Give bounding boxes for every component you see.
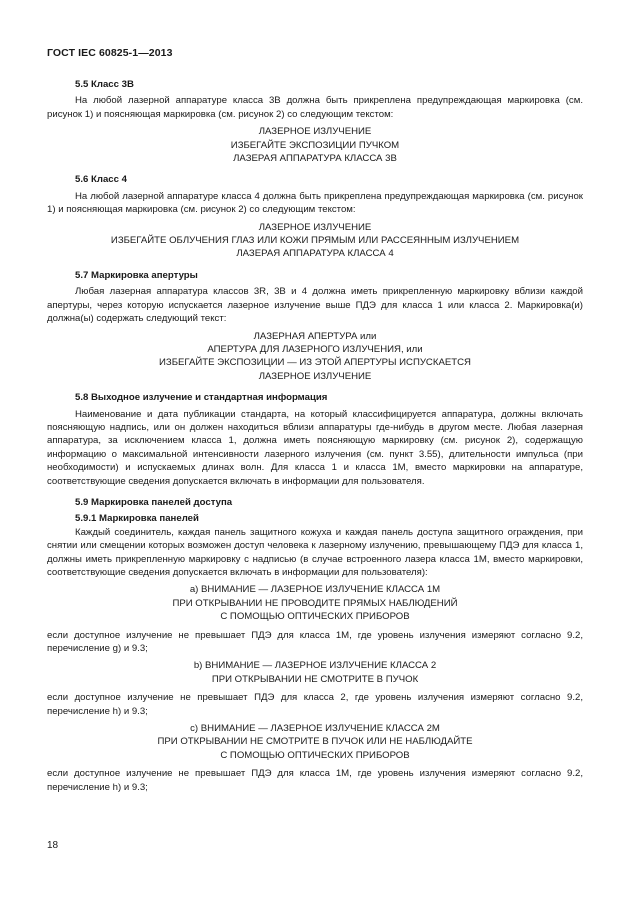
section-5-9-1-heading: 5.9.1 Маркировка панелей <box>75 513 199 525</box>
section-5-7-heading: 5.7 Маркировка апертуры <box>75 269 198 281</box>
section-5-5-heading: 5.5 Класс 3В <box>75 79 134 90</box>
document-code-header: ГОСТ IEC 60825-1—2013 <box>47 47 173 59</box>
label-line: ЛАЗЕРНАЯ АПЕРТУРА или <box>253 330 377 342</box>
document-body <box>47 78 583 794</box>
label-line: а) ВНИМАНИЕ — ЛАЗЕРНОЕ ИЗЛУЧЕНИЕ КЛАССА 1М <box>189 584 441 596</box>
label-line: ПРИ ОТКРЫВАНИИ НЕ СМОТРИТЕ В ПУЧОК <box>211 673 419 685</box>
section-5-6-label-text <box>47 221 583 261</box>
section-5-5-paragraph: На любой лазерной аппаратуре класса 3В должна быть прикреплена предупреждающая маркировка (см. рисунок 1) и поясняющая маркировка (см. рисунок 2) со следующим текстом: <box>47 95 583 120</box>
section-5-8-heading: 5.8 Выходное излучение и стандартная информация <box>75 392 328 404</box>
section-5-6-heading: 5.6 Класс 4 <box>75 174 127 186</box>
section-5-8-paragraph: Наименование и дата публикации стандарта, на который классифицируется аппаратура, должны включать поясняющую надпись, или он должен находиться вблизи аппаратуры где-нибудь в другом месте. Любая лазерная аппаратура, за исключением класса 1, должна иметь поясняющую маркировку (см. рисунок 2), содержащую информацию о максимальной интенсивности лазерного излучения (см. пункт 3.55), длительности импульса (при необходимости) и испускаемых длинах волн. Для класса 1 и класса 1М, вместо маркировки на аппаратуре, соответствующие сведения допускается включать в информации для пользователя. <box>47 408 583 487</box>
section-5-5-label-text <box>47 125 583 165</box>
label-line: ИЗБЕГАЙТЕ ЭКСПОЗИЦИИ — ИЗ ЭТОЙ АПЕРТУРЫ ИСПУСКАЕТСЯ <box>159 357 471 369</box>
label-line: ЛАЗЕРНОЕ ИЗЛУЧЕНИЕ <box>258 370 372 382</box>
label-line: ЛАЗЕРАЯ АППАРАТУРА КЛАССА 4 <box>236 248 394 260</box>
label-line: ЛАЗЕРНОЕ ИЗЛУЧЕНИЕ <box>258 221 372 233</box>
label-line: ЛАЗЕРНОЕ ИЗЛУЧЕНИЕ <box>258 126 372 138</box>
label-line: с) ВНИМАНИЕ — ЛАЗЕРНОЕ ИЗЛУЧЕНИЕ КЛАССА 2М <box>190 723 440 735</box>
section-5-7-label-text <box>47 330 583 384</box>
label-a-text <box>47 583 583 623</box>
label-b-condition: если доступное излучение не превышает ПДЭ для класса 2, где уровень излучения измеряют согласно 9.2, перечисление h) и 9.3; <box>47 692 583 717</box>
section-5-7-paragraph: Любая лазерная аппаратура классов 3R, 3В и 4 должна иметь прикрепленную маркировку вблизи каждой апертуры, через которую испускается лазерное излучение выше ПДЭ для класса 1 или класса 2. Маркировка(и) должна(ы) содержать следующий текст: <box>47 286 583 325</box>
label-line: b) ВНИМАНИЕ — ЛАЗЕРНОЕ ИЗЛУЧЕНИЕ КЛАССА 2 <box>193 660 437 672</box>
label-line: АПЕРТУРА ДЛЯ ЛАЗЕРНОГО ИЗЛУЧЕНИЯ, или <box>207 343 423 355</box>
section-5-9-1-paragraph: Каждый соединитель, каждая панель защитного кожуха и каждая панель доступа защитного ограждения, при снятии или смещении которых возможен доступ человека к лазерному излучению, превышающему ПДЭ для класса 1, должны иметь прикрепленную маркировку с надписью (в случае встроенного лазера класса 1М, вместо маркировки, соответствующие сведения допускается включать в информации для пользователя): <box>47 526 583 578</box>
section-5-9-heading: 5.9 Маркировка панелей доступа <box>75 496 233 508</box>
section-5-6-paragraph: На любой лазерной аппаратуре класса 4 должна быть прикреплена предупреждающая маркировка (см. рисунок 1) и поясняющая маркировка (см. рисунок 2) со следующим текстом: <box>47 190 583 216</box>
label-a-condition: если доступное излучение не превышает ПДЭ для класса 1М, где уровень излучения измеряют согласно 9.2, перечисление g) и 9.3; <box>47 629 583 655</box>
label-line: С ПОМОЩЬЮ ОПТИЧЕСКИХ ПРИБОРОВ <box>220 749 410 761</box>
label-b-text <box>47 659 583 686</box>
label-line: ПРИ ОТКРЫВАНИИ НЕ ПРОВОДИТЕ ПРЯМЫХ НАБЛЮДЕНИЙ <box>172 597 458 609</box>
label-c-text <box>47 722 583 762</box>
label-c-condition: если доступное излучение не превышает ПДЭ для класса 1М, где уровень излучения измеряют согласно 9.2, перечисление h) и 9.3; <box>47 768 583 793</box>
label-line: ИЗБЕГАЙТЕ ЭКСПОЗИЦИИ ПУЧКОМ <box>230 139 400 151</box>
label-line: ИЗБЕГАЙТЕ ОБЛУЧЕНИЯ ГЛАЗ ИЛИ КОЖИ ПРЯМЫМ ИЛИ РАССЕЯННЫМ ИЗЛУЧЕНИЕМ <box>110 235 520 247</box>
label-line: С ПОМОЩЬЮ ОПТИЧЕСКИХ ПРИБОРОВ <box>220 611 410 623</box>
label-line: ПРИ ОТКРЫВАНИИ НЕ СМОТРИТЕ В ПУЧОК ИЛИ НЕ НАБЛЮДАЙТЕ <box>157 736 473 748</box>
page-number: 18 <box>47 840 59 851</box>
label-line: ЛАЗЕРАЯ АППАРАТУРА КЛАССА 3В <box>233 153 397 165</box>
